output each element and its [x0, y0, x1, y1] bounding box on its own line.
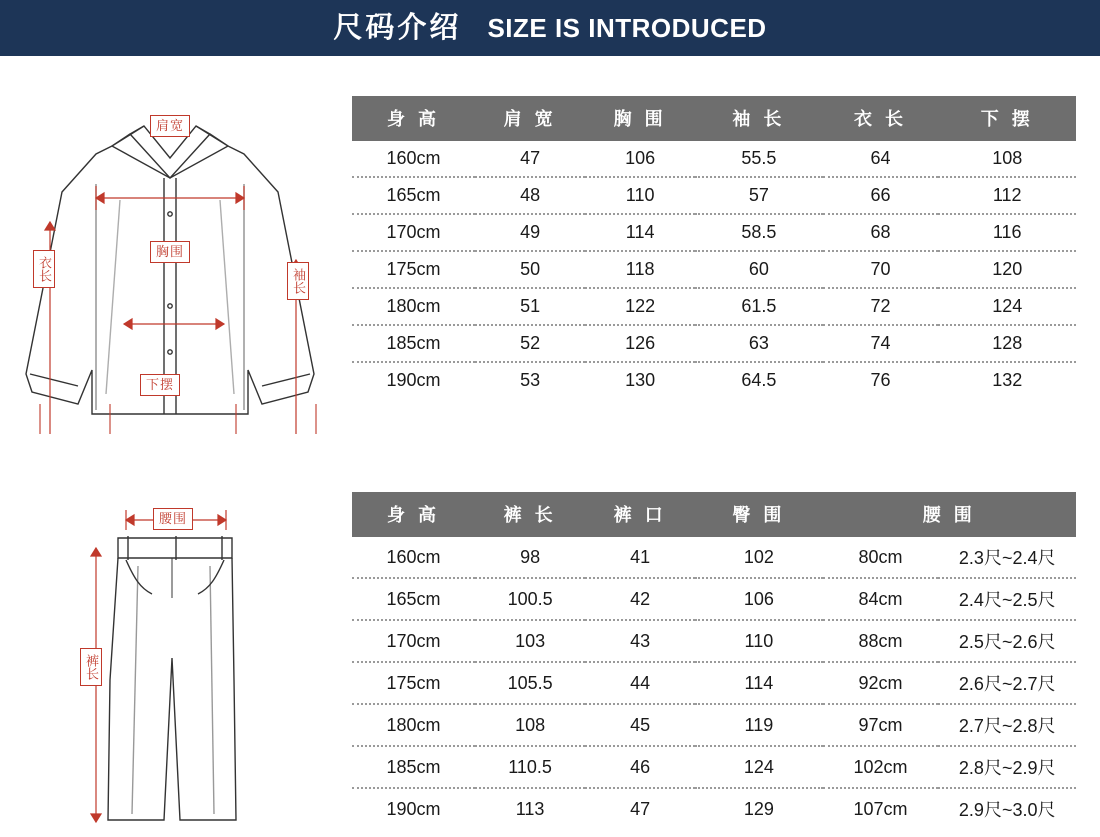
cell-height: 175cm — [352, 251, 475, 288]
page-title-cn: 尺码介绍 — [333, 11, 462, 44]
cell-height: 190cm — [352, 788, 475, 829]
cell-height: 185cm — [352, 325, 475, 362]
table-row — [352, 578, 1076, 620]
cell-height: 180cm — [352, 288, 475, 325]
cell-height: 160cm — [352, 141, 475, 177]
cell-pants-length: 108 — [475, 704, 585, 746]
cell-height: 165cm — [352, 578, 475, 620]
table-row — [352, 214, 1076, 251]
cell-waist-chi: 2.4尺~2.5尺 — [938, 578, 1076, 620]
cell-height: 165cm — [352, 177, 475, 214]
table-row — [352, 288, 1076, 325]
cell-hem: 120 — [938, 251, 1076, 288]
cell-hip: 106 — [695, 578, 822, 620]
table-row — [352, 704, 1076, 746]
cell-hip: 119 — [695, 704, 822, 746]
cell-shoulder: 53 — [475, 362, 585, 398]
cell-waist-cm: 80cm — [823, 537, 939, 578]
cell-height: 185cm — [352, 746, 475, 788]
cell-waist-chi: 2.6尺~2.7尺 — [938, 662, 1076, 704]
label-pants-length: 裤长 — [80, 648, 102, 686]
cell-waist-chi: 2.8尺~2.9尺 — [938, 746, 1076, 788]
cell-shoulder: 51 — [475, 288, 585, 325]
cell-leg-opening: 45 — [585, 704, 695, 746]
label-body-length: 衣长 — [33, 250, 55, 288]
cell-waist-chi: 2.3尺~2.4尺 — [938, 537, 1076, 578]
cell-chest: 122 — [585, 288, 695, 325]
cell-height: 170cm — [352, 620, 475, 662]
label-chest: 胸围 — [150, 241, 190, 263]
page-header — [0, 0, 1100, 56]
col-header-hem: 下 摆 — [938, 96, 1076, 141]
table-row — [352, 537, 1076, 578]
cell-length: 64 — [823, 141, 939, 177]
cell-shoulder: 50 — [475, 251, 585, 288]
cell-leg-opening: 42 — [585, 578, 695, 620]
table-header-row — [352, 492, 1076, 537]
label-hem: 下摆 — [140, 374, 180, 396]
pants-diagram — [0, 470, 340, 830]
cell-leg-opening: 44 — [585, 662, 695, 704]
cell-pants-length: 105.5 — [475, 662, 585, 704]
cell-pants-length: 100.5 — [475, 578, 585, 620]
table-row — [352, 325, 1076, 362]
table-row — [352, 177, 1076, 214]
cell-hem: 116 — [938, 214, 1076, 251]
cell-waist-chi: 2.7尺~2.8尺 — [938, 704, 1076, 746]
col-header-shoulder: 肩 宽 — [475, 96, 585, 141]
cell-waist-cm: 102cm — [823, 746, 939, 788]
cell-length: 68 — [823, 214, 939, 251]
cell-hip: 110 — [695, 620, 822, 662]
cell-chest: 118 — [585, 251, 695, 288]
cell-leg-opening: 47 — [585, 788, 695, 829]
cell-shoulder: 52 — [475, 325, 585, 362]
cell-chest: 130 — [585, 362, 695, 398]
cell-pants-length: 113 — [475, 788, 585, 829]
label-sleeve-length: 袖长 — [287, 262, 309, 300]
cell-length: 72 — [823, 288, 939, 325]
cell-pants-length: 110.5 — [475, 746, 585, 788]
cell-sleeve: 64.5 — [695, 362, 822, 398]
page-title-en: SIZE IS INTRODUCED — [487, 13, 767, 43]
cell-hem: 108 — [938, 141, 1076, 177]
table-row — [352, 662, 1076, 704]
cell-sleeve: 57 — [695, 177, 822, 214]
cell-waist-cm: 92cm — [823, 662, 939, 704]
cell-length: 76 — [823, 362, 939, 398]
cell-leg-opening: 41 — [585, 537, 695, 578]
table-row — [352, 746, 1076, 788]
cell-hem: 124 — [938, 288, 1076, 325]
col-header-pants-length: 裤 长 — [475, 492, 585, 537]
cell-pants-length: 103 — [475, 620, 585, 662]
shirt-size-table — [352, 96, 1076, 398]
cell-hem: 112 — [938, 177, 1076, 214]
cell-height: 190cm — [352, 362, 475, 398]
cell-length: 66 — [823, 177, 939, 214]
cell-sleeve: 63 — [695, 325, 822, 362]
table-row — [352, 362, 1076, 398]
cell-sleeve: 60 — [695, 251, 822, 288]
cell-chest: 126 — [585, 325, 695, 362]
table-row — [352, 141, 1076, 177]
pants-size-table-wrapper — [352, 492, 1076, 829]
cell-waist-cm: 97cm — [823, 704, 939, 746]
cell-hip: 114 — [695, 662, 822, 704]
col-header-waist: 腰 围 — [823, 492, 1076, 537]
shirt-diagram — [0, 74, 340, 434]
table-row — [352, 788, 1076, 829]
col-header-hip: 臀 围 — [695, 492, 822, 537]
cell-hip: 124 — [695, 746, 822, 788]
label-waist: 腰围 — [153, 508, 193, 530]
cell-height: 175cm — [352, 662, 475, 704]
cell-height: 170cm — [352, 214, 475, 251]
cell-shoulder: 49 — [475, 214, 585, 251]
cell-chest: 110 — [585, 177, 695, 214]
cell-chest: 106 — [585, 141, 695, 177]
cell-sleeve: 58.5 — [695, 214, 822, 251]
cell-shoulder: 47 — [475, 141, 585, 177]
cell-waist-cm: 107cm — [823, 788, 939, 829]
cell-shoulder: 48 — [475, 177, 585, 214]
col-header-leg-opening: 裤 口 — [585, 492, 695, 537]
table-row — [352, 620, 1076, 662]
cell-hem: 132 — [938, 362, 1076, 398]
cell-chest: 114 — [585, 214, 695, 251]
cell-leg-opening: 46 — [585, 746, 695, 788]
cell-waist-cm: 88cm — [823, 620, 939, 662]
cell-sleeve: 55.5 — [695, 141, 822, 177]
cell-sleeve: 61.5 — [695, 288, 822, 325]
col-header-height: 身 高 — [352, 96, 475, 141]
cell-length: 74 — [823, 325, 939, 362]
pants-size-table — [352, 492, 1076, 829]
cell-height: 180cm — [352, 704, 475, 746]
table-header-row — [352, 96, 1076, 141]
cell-hem: 128 — [938, 325, 1076, 362]
cell-hip: 102 — [695, 537, 822, 578]
col-header-chest: 胸 围 — [585, 96, 695, 141]
col-header-height: 身 高 — [352, 492, 475, 537]
cell-length: 70 — [823, 251, 939, 288]
shirt-size-table-wrapper — [352, 96, 1076, 398]
cell-waist-chi: 2.9尺~3.0尺 — [938, 788, 1076, 829]
cell-waist-cm: 84cm — [823, 578, 939, 620]
cell-leg-opening: 43 — [585, 620, 695, 662]
col-header-length: 衣 长 — [823, 96, 939, 141]
cell-hip: 129 — [695, 788, 822, 829]
table-row — [352, 251, 1076, 288]
label-shoulder-width: 肩宽 — [150, 115, 190, 137]
col-header-sleeve: 袖 长 — [695, 96, 822, 141]
cell-waist-chi: 2.5尺~2.6尺 — [938, 620, 1076, 662]
cell-height: 160cm — [352, 537, 475, 578]
cell-pants-length: 98 — [475, 537, 585, 578]
